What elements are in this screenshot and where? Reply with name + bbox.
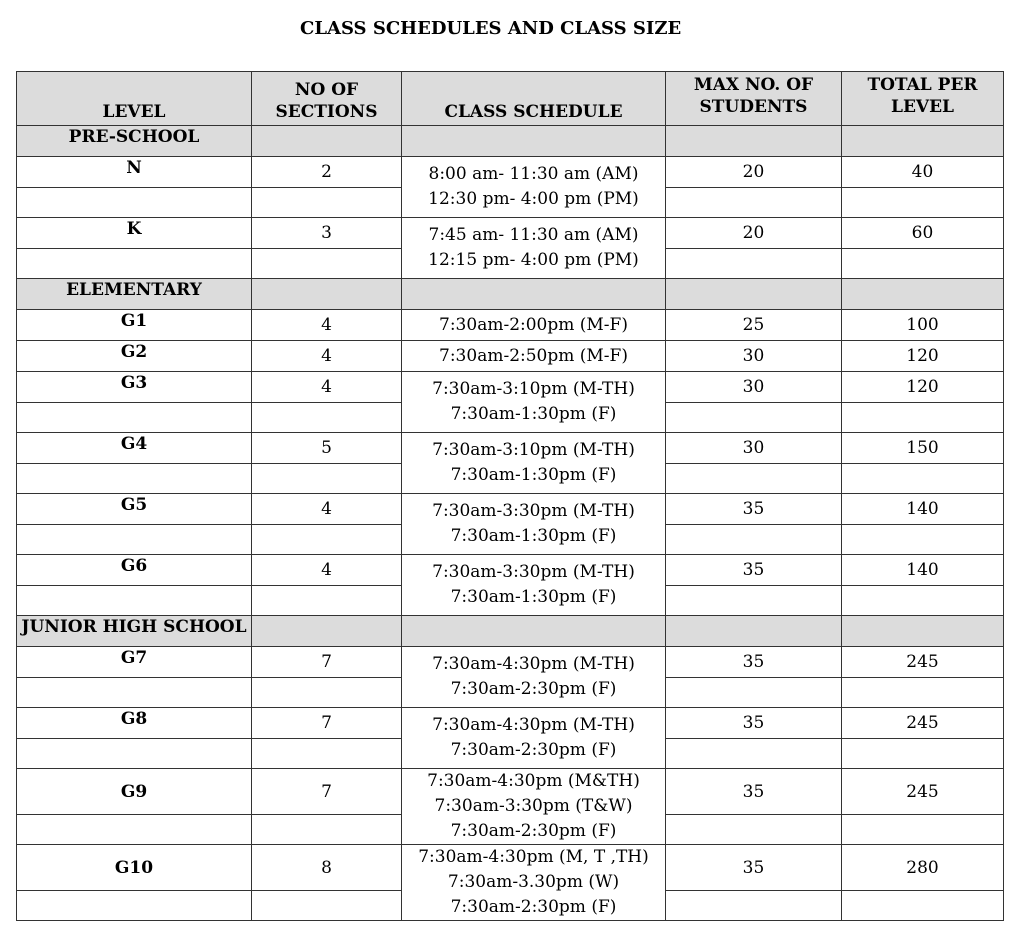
schedule-line: 7:30am-1:30pm (F) [450,404,617,424]
section-label: JUNIOR HIGH SCHOOL [17,616,252,647]
max-students-cell: 25 [666,310,842,341]
table-row [17,708,1004,739]
header-sections-line2: SECTIONS [275,102,378,122]
empty-cell [842,739,1004,769]
header-max-line1: MAX NO. OF [693,75,814,95]
total-cell: 100 [842,310,1004,341]
total-cell: 245 [842,769,1004,815]
section-empty-cell [842,616,1004,647]
empty-cell [842,403,1004,433]
empty-cell [252,815,402,845]
schedule-line: 7:45 am- 11:30 am (AM) [428,225,639,245]
table-row [17,494,1004,525]
level-cell: G4 [17,433,252,464]
level-cell: G2 [17,341,252,372]
total-cell: 120 [842,372,1004,403]
max-students-cell: 35 [666,708,842,739]
max-students-cell: 35 [666,769,842,815]
schedule-line: 7:30am-1:30pm (F) [450,465,617,485]
table-row [17,341,1004,372]
sections-cell: 4 [252,555,402,586]
total-cell: 120 [842,341,1004,372]
empty-cell [252,525,402,555]
table-body [17,126,1004,921]
header-total-line1: TOTAL PER [867,75,978,95]
schedule-cell [402,157,666,218]
document-title: CLASS SCHEDULES AND CLASS SIZE [300,18,682,39]
schedule-cell [402,647,666,708]
total-cell: 140 [842,555,1004,586]
sections-cell: 5 [252,433,402,464]
total-cell: 40 [842,157,1004,188]
section-empty-cell [402,126,666,157]
schedule-cell [402,310,666,341]
section-label: ELEMENTARY [17,279,252,310]
schedule-line: 7:30am-4:30pm (M-TH) [432,715,635,735]
schedule-line: 7:30am-2:30pm (F) [450,740,617,760]
empty-cell [842,891,1004,921]
empty-cell [252,586,402,616]
table-row [17,157,1004,188]
section-label: PRE-SCHOOL [17,126,252,157]
schedule-line: 7:30am-3:30pm (M-TH) [432,562,635,582]
empty-cell [842,815,1004,845]
empty-cell [666,815,842,845]
schedule-cell [402,769,666,845]
schedule-line: 7:30am-2:50pm (M-F) [439,345,628,366]
empty-cell [17,815,252,845]
sections-cell: 7 [252,708,402,739]
sections-cell: 2 [252,157,402,188]
section-row [17,279,1004,310]
empty-cell [666,403,842,433]
empty-cell [252,678,402,708]
header-level: LEVEL [17,72,252,126]
section-empty-cell [666,616,842,647]
schedule-cell [402,341,666,372]
level-cell: G8 [17,708,252,739]
section-row [17,616,1004,647]
schedule-cell [402,845,666,921]
empty-cell [17,891,252,921]
schedule-line: 7:30am-2:30pm (F) [450,821,617,841]
schedule-line: 7:30am-1:30pm (F) [450,526,617,546]
schedule-line: 7:30am-3:10pm (M-TH) [432,440,635,460]
schedule-line: 7:30am-2:30pm (F) [450,679,617,699]
max-students-cell: 35 [666,494,842,525]
schedule-line: 7:30am-4:30pm (M, T ,TH) [418,847,649,867]
level-cell: N [17,157,252,188]
empty-cell [17,525,252,555]
empty-cell [252,464,402,494]
total-cell: 140 [842,494,1004,525]
empty-cell [842,586,1004,616]
section-empty-cell [402,616,666,647]
table-row [17,555,1004,586]
empty-cell [17,249,252,279]
empty-cell [252,891,402,921]
header-sections-line1: NO OF [294,80,359,100]
level-cell: G10 [17,845,252,891]
empty-cell [17,678,252,708]
schedule-line: 7:30am-4:30pm (M-TH) [432,654,635,674]
sections-cell: 4 [252,341,402,372]
sections-cell: 4 [252,372,402,403]
header-max-line2: STUDENTS [699,97,808,117]
empty-cell [17,586,252,616]
table-row [17,218,1004,249]
header-schedule: CLASS SCHEDULE [402,72,666,126]
empty-cell [666,678,842,708]
header-row [17,72,1004,126]
empty-cell [842,249,1004,279]
schedule-cell [402,372,666,433]
empty-cell [842,678,1004,708]
total-cell: 60 [842,218,1004,249]
schedule-line: 12:30 pm- 4:00 pm (PM) [428,189,639,209]
max-students-cell: 30 [666,433,842,464]
table-row [17,310,1004,341]
level-cell: K [17,218,252,249]
table-row [17,647,1004,678]
level-cell: G6 [17,555,252,586]
section-empty-cell [402,279,666,310]
total-cell: 150 [842,433,1004,464]
class-schedule-table [16,71,1004,921]
schedule-line: 7:30am-1:30pm (F) [450,587,617,607]
schedule-line: 7:30am-2:00pm (M-F) [439,314,628,335]
section-empty-cell [842,126,1004,157]
schedule-cell [402,555,666,616]
header-max-students [666,72,842,126]
schedule-line: 7:30am-3.30pm (W) [447,872,620,892]
sections-cell: 4 [252,494,402,525]
schedule-line: 7:30am-2:30pm (F) [450,897,617,917]
table-row [17,372,1004,403]
schedule-line: 7:30am-3:30pm (T&W) [434,796,633,816]
section-row [17,126,1004,157]
empty-cell [842,464,1004,494]
sections-cell: 7 [252,769,402,815]
level-cell: G5 [17,494,252,525]
schedule-line: 12:15 pm- 4:00 pm (PM) [428,250,639,270]
empty-cell [17,403,252,433]
max-students-cell: 20 [666,218,842,249]
schedule-cell [402,708,666,769]
max-students-cell: 35 [666,845,842,891]
level-cell: G9 [17,769,252,815]
empty-cell [17,464,252,494]
empty-cell [666,525,842,555]
sections-cell: 7 [252,647,402,678]
empty-cell [666,188,842,218]
schedule-cell [402,494,666,555]
empty-cell [666,586,842,616]
level-cell: G1 [17,310,252,341]
empty-cell [252,188,402,218]
max-students-cell: 30 [666,341,842,372]
empty-cell [842,188,1004,218]
schedule-line: 7:30am-3:30pm (M-TH) [432,501,635,521]
max-students-cell: 35 [666,555,842,586]
empty-cell [666,464,842,494]
section-empty-cell [842,279,1004,310]
empty-cell [17,739,252,769]
table-row [17,433,1004,464]
section-empty-cell [666,126,842,157]
schedule-cell [402,433,666,494]
section-empty-cell [666,279,842,310]
schedule-line: 7:30am-4:30pm (M&TH) [427,771,640,791]
empty-cell [252,739,402,769]
section-empty-cell [252,279,402,310]
schedule-cell [402,218,666,279]
header-total [842,72,1004,126]
empty-cell [666,891,842,921]
max-students-cell: 20 [666,157,842,188]
empty-cell [17,188,252,218]
empty-cell [842,525,1004,555]
section-empty-cell [252,126,402,157]
section-empty-cell [252,616,402,647]
schedule-line: 8:00 am- 11:30 am (AM) [428,164,639,184]
empty-cell [666,249,842,279]
empty-cell [252,403,402,433]
header-sections [252,72,402,126]
total-cell: 245 [842,708,1004,739]
max-students-cell: 30 [666,372,842,403]
max-students-cell: 35 [666,647,842,678]
sections-cell: 3 [252,218,402,249]
total-cell: 245 [842,647,1004,678]
schedule-line: 7:30am-3:10pm (M-TH) [432,379,635,399]
header-total-line2: LEVEL [890,97,954,117]
sections-cell: 8 [252,845,402,891]
level-cell: G7 [17,647,252,678]
level-cell: G3 [17,372,252,403]
empty-cell [666,739,842,769]
empty-cell [252,249,402,279]
sections-cell: 4 [252,310,402,341]
total-cell: 280 [842,845,1004,891]
